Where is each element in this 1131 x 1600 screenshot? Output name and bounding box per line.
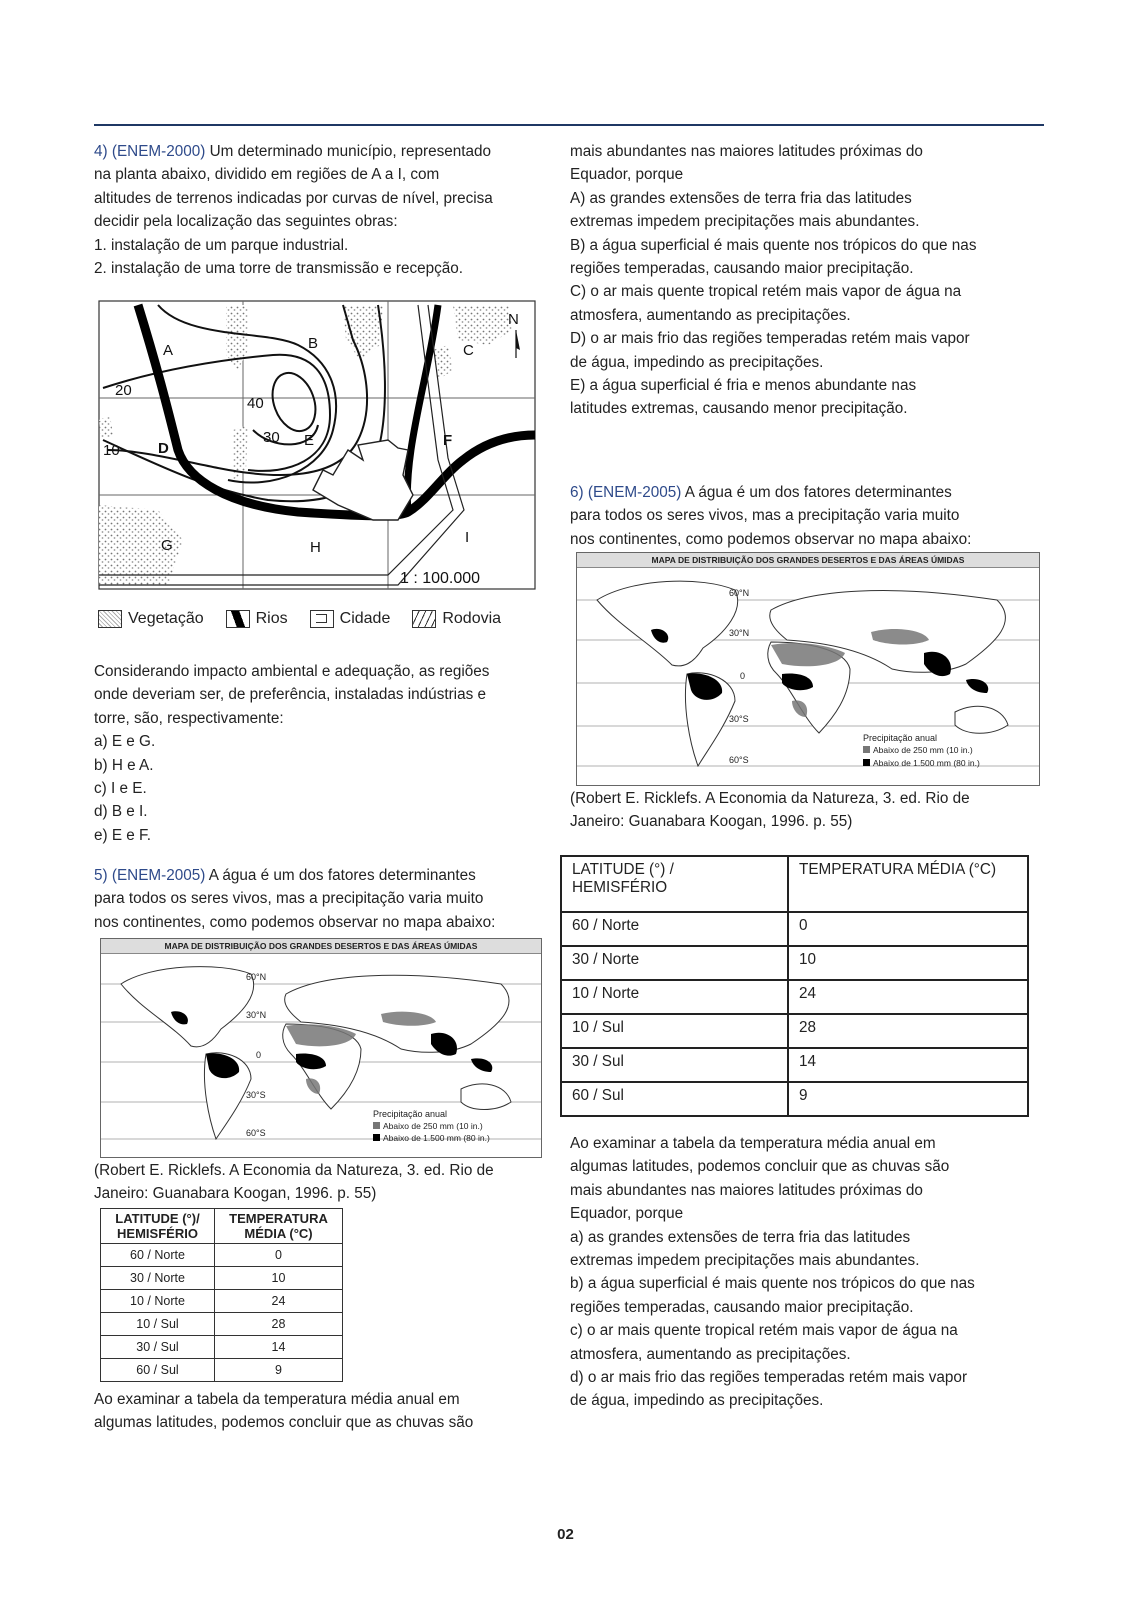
map-title: MAPA DE DISTRIBUIÇÃO DOS GRANDES DESERTOS E DAS ÁREAS ÚMIDAS — [101, 939, 541, 954]
table-cell: 30 / Norte — [561, 946, 788, 980]
region-label: I — [465, 529, 470, 546]
page-number: 02 — [557, 1526, 574, 1543]
q6-option: atmosfera, aumentando as precipitações. — [570, 1345, 851, 1363]
q6-option: a) as grandes extensões de terra fria das latitudes — [570, 1228, 911, 1246]
q5-line: Equador, porque — [570, 166, 684, 184]
table-cell: 10 / Sul — [561, 1014, 788, 1048]
q5-option: extremas impedem precipitações mais abundantes. — [570, 213, 920, 231]
q6-line: para todos os seres vivos, mas a precipitação varia muito — [570, 507, 960, 525]
desert-swatch — [863, 746, 870, 753]
q6-option: b) a água superficial é mais quente nos trópicos do que nas — [570, 1275, 975, 1293]
caption-line: Janeiro: Guanabara Koogan, 1996. p. 55) — [570, 813, 853, 831]
table-cell: 10 / Norte — [101, 1290, 215, 1313]
q4-line: 2. instalação de uma torre de transmissão e recepção. — [94, 260, 464, 278]
region-label: H — [310, 539, 321, 556]
table-cell: 60 / Sul — [101, 1359, 215, 1382]
q6-option: extremas impedem precipitações mais abundantes. — [570, 1252, 920, 1270]
q4-ref: 4) (ENEM-2000) — [94, 143, 206, 160]
q5-option: regiões temperadas, causando maior precipitação. — [570, 260, 914, 278]
table-cell: 30 / Norte — [101, 1267, 215, 1290]
table-cell: 28 — [215, 1313, 343, 1336]
q6-option: regiões temperadas, causando maior precipitação. — [570, 1298, 914, 1316]
table-row — [561, 1014, 1028, 1048]
table-cell: 60 / Norte — [561, 912, 788, 946]
table-cell: 30 / Sul — [561, 1048, 788, 1082]
table-cell: 30 / Sul — [101, 1336, 215, 1359]
map-legend-item: Abaixo de 250 mm (10 in.) — [383, 1121, 483, 1131]
q4-option: b) H e A. — [94, 756, 154, 774]
table-cell: 10 / Sul — [101, 1313, 215, 1336]
table-cell: 0 — [215, 1244, 343, 1267]
caption-line: (Robert E. Ricklefs. A Economia da Natureza, 3. ed. Rio de — [94, 1162, 494, 1179]
table-cell: 24 — [788, 980, 1028, 1014]
lat-label: 60°S — [729, 755, 749, 765]
q5-option: B) a água superficial é mais quente nos trópicos do que nas — [570, 236, 977, 254]
q6-temperature-table — [560, 855, 1029, 1117]
q4-line: torre, são, respectivamente: — [94, 709, 284, 727]
table-row — [101, 1290, 343, 1313]
q6-ref: 6) (ENEM-2005) — [570, 484, 682, 501]
lat-label: 0 — [256, 1050, 262, 1060]
q5-temperature-table — [100, 1208, 343, 1382]
q4-line: 1. instalação de um parque industrial. — [94, 236, 349, 254]
q5-option: C) o ar mais quente tropical retém mais vapor de água na — [570, 283, 962, 301]
header-rule — [94, 124, 1044, 126]
lat-label: 30°N — [246, 1010, 267, 1020]
q5-world-map — [100, 938, 542, 1158]
lat-label: 0 — [740, 671, 746, 681]
table-cell: 14 — [215, 1336, 343, 1359]
q4-option: d) B e I. — [94, 803, 148, 821]
q5-option: E) a água superficial é fria e menos abundante nas — [570, 377, 917, 395]
q4-line: na planta abaixo, dividido em regiões de A a I, com — [94, 166, 440, 184]
caption-line: Janeiro: Guanabara Koogan, 1996. p. 55) — [94, 1185, 377, 1203]
contour-label: 40 — [247, 395, 264, 412]
q5-line: mais abundantes nas maiores latitudes próximas do — [570, 143, 923, 160]
q6-world-map — [576, 552, 1040, 786]
table-header: LATITUDE (°)/ HEMISFÉRIO — [101, 1209, 215, 1244]
lat-label: 30°S — [729, 714, 749, 724]
q5-continuation — [570, 140, 1040, 421]
q5-line: algumas latitudes, podemos concluir que as chuvas são — [94, 1414, 474, 1432]
desert-swatch — [373, 1122, 380, 1129]
q5-option: latitudes extremas, causando menor precipitação. — [570, 400, 908, 418]
q4-option: a) E e G. — [94, 733, 156, 751]
q5-option: A) as grandes extensões de terra fria das latitudes — [570, 189, 912, 207]
q5-line: nos continentes, como podemos observar no mapa abaixo: — [94, 913, 496, 931]
map-title: MAPA DE DISTRIBUIÇÃO DOS GRANDES DESERTOS E DAS ÁREAS ÚMIDAS — [577, 553, 1039, 568]
q5-line: Ao examinar a tabela da temperatura média anual em — [94, 1391, 460, 1408]
map-legend-item: Abaixo de 1.500 mm (80 in.) — [873, 758, 980, 768]
q4-line: altitudes de terrenos indicadas por curvas de nível, precisa — [94, 189, 493, 207]
map-legend-title: Precipitação anual — [863, 733, 938, 743]
table-cell: 60 / Norte — [101, 1244, 215, 1267]
table-cell: 10 — [215, 1267, 343, 1290]
table-header: TEMPERATURA MÉDIA (°C) — [788, 856, 1028, 912]
legend-label: Rodovia — [442, 610, 502, 627]
table-cell: 9 — [215, 1359, 343, 1382]
lat-label: 60°N — [729, 588, 750, 598]
q5-question — [94, 1388, 554, 1435]
table-cell: 0 — [788, 912, 1028, 946]
q6-line: algumas latitudes, podemos concluir que as chuvas são — [570, 1158, 950, 1176]
map-scale: 1 : 100.000 — [400, 570, 481, 587]
q6-line: Ao examinar a tabela da temperatura média anual em — [570, 1135, 936, 1152]
contour-label: 20 — [115, 382, 132, 399]
legend-label: Rios — [255, 610, 288, 627]
q6-option: de água, impedindo as precipitações. — [570, 1392, 824, 1410]
region-label: G — [161, 537, 173, 554]
table-row — [101, 1313, 343, 1336]
table-header: LATITUDE (°) / HEMISFÉRIO — [561, 856, 788, 912]
humid-swatch — [863, 759, 870, 766]
table-row — [101, 1244, 343, 1267]
q5-caption — [94, 1159, 554, 1206]
table-row — [561, 946, 1028, 980]
q4-option: c) I e E. — [94, 780, 147, 798]
map-legend-item: Abaixo de 1.500 mm (80 in.) — [383, 1133, 490, 1143]
table-row — [561, 912, 1028, 946]
legend-label: Vegetação — [128, 610, 204, 627]
humid-swatch — [373, 1134, 380, 1141]
lat-label: 60°N — [246, 972, 267, 982]
region-label: C — [463, 342, 474, 359]
table-row — [561, 1082, 1028, 1116]
q4-line: onde deveriam ser, de preferência, instaladas indústrias e — [94, 686, 486, 704]
q4-option: e) E e F. — [94, 826, 151, 844]
q5-ref: 5) (ENEM-2005) — [94, 867, 206, 884]
table-cell: 9 — [788, 1082, 1028, 1116]
table-cell: 60 / Sul — [561, 1082, 788, 1116]
table-row — [101, 1336, 343, 1359]
q5-line: A água é um dos fatores determinantes — [205, 867, 476, 884]
q6-line: nos continentes, como podemos observar no mapa abaixo: — [570, 530, 972, 548]
q4-question — [94, 660, 554, 847]
caption-line: (Robert E. Ricklefs. A Economia da Natureza, 3. ed. Rio de — [570, 790, 970, 807]
q5-option: D) o ar mais frio das regiões temperadas retém mais vapor — [570, 330, 970, 348]
q6-line: Equador, porque — [570, 1205, 684, 1223]
table-row — [101, 1267, 343, 1290]
north-label: N — [508, 311, 519, 328]
lat-label: 30°S — [246, 1090, 266, 1100]
region-label: E — [304, 432, 315, 449]
q6-line: A água é um dos fatores determinantes — [681, 484, 952, 501]
table-cell: 10 — [788, 946, 1028, 980]
q5-line: para todos os seres vivos, mas a precipitação varia muito — [94, 890, 484, 908]
q4-line: Um determinado município, representado — [205, 143, 492, 160]
q6-line: mais abundantes nas maiores latitudes próximas do — [570, 1181, 923, 1199]
city-legend-icon — [310, 610, 334, 628]
q4-map-legend — [98, 610, 501, 628]
vegetation-legend-icon — [98, 610, 122, 628]
lat-label: 60°S — [246, 1128, 266, 1138]
q5-option: de água, impedindo as precipitações. — [570, 353, 824, 371]
table-row — [561, 1048, 1028, 1082]
lat-label: 30°N — [729, 628, 750, 638]
map-legend-title: Precipitação anual — [373, 1109, 448, 1119]
q4-line: Considerando impacto ambiental e adequação, as regiões — [94, 663, 490, 680]
q4-statement — [94, 140, 554, 280]
table-cell: 28 — [788, 1014, 1028, 1048]
legend-label: Cidade — [339, 610, 391, 627]
region-label: B — [308, 335, 319, 352]
contour-label: 30 — [263, 429, 280, 446]
region-label: D — [158, 440, 169, 457]
q6-question — [570, 1132, 1040, 1413]
q5-statement — [94, 864, 554, 934]
road-legend-icon — [412, 610, 436, 628]
table-header: TEMPERATURA MÉDIA (°C) — [215, 1209, 343, 1244]
table-cell: 24 — [215, 1290, 343, 1313]
table-row — [101, 1359, 343, 1382]
map-legend-item: Abaixo de 250 mm (10 in.) — [873, 745, 973, 755]
q6-statement — [570, 481, 1040, 551]
region-label: F — [443, 432, 453, 449]
q6-option: d) o ar mais frio das regiões temperadas retém mais vapor — [570, 1369, 968, 1387]
contour-label: 10 — [103, 442, 120, 459]
river-legend-icon — [226, 610, 250, 628]
q6-option: c) o ar mais quente tropical retém mais vapor de água na — [570, 1322, 958, 1340]
q4-contour-map — [98, 300, 536, 590]
q5-option: atmosfera, aumentando as precipitações. — [570, 306, 851, 324]
q6-caption — [570, 787, 1040, 834]
table-row — [561, 980, 1028, 1014]
q4-line: decidir pela localização das seguintes obras: — [94, 213, 398, 231]
table-cell: 10 / Norte — [561, 980, 788, 1014]
region-label: A — [163, 342, 174, 359]
table-cell: 14 — [788, 1048, 1028, 1082]
